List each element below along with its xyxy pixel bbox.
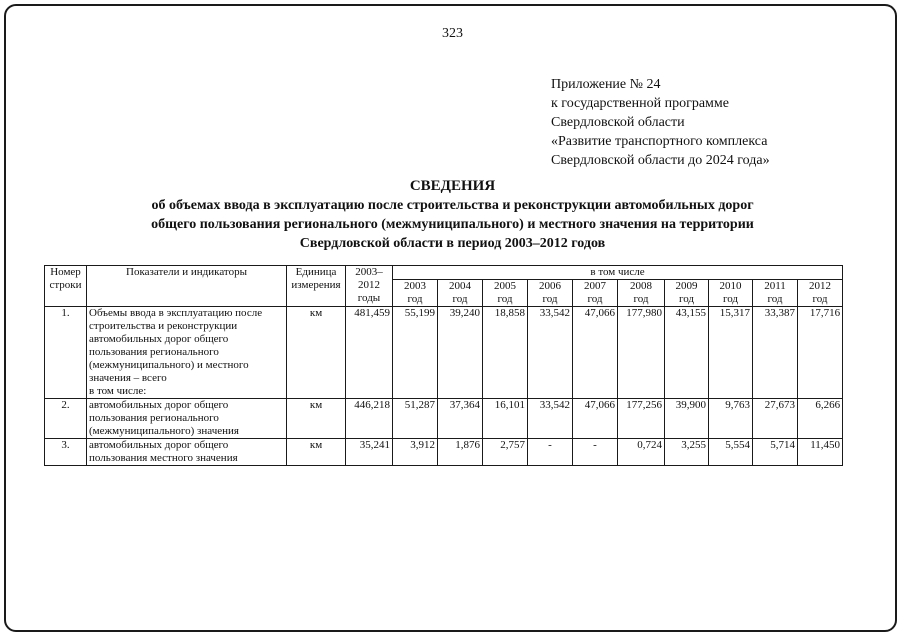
cell-value: 47,066 bbox=[573, 399, 618, 439]
cell-value: 16,101 bbox=[483, 399, 528, 439]
row-number: 2. bbox=[45, 399, 87, 439]
header-year: 2005 год bbox=[483, 280, 528, 307]
cell-value: 5,714 bbox=[753, 439, 798, 466]
header-row-number: Номер строки bbox=[45, 266, 87, 307]
cell-value: 33,387 bbox=[753, 307, 798, 399]
cell-value: - bbox=[573, 439, 618, 466]
cell-value: 51,287 bbox=[393, 399, 438, 439]
header-year: 2006 год bbox=[528, 280, 573, 307]
cell-value: 37,364 bbox=[438, 399, 483, 439]
header-year: 2012 год bbox=[798, 280, 843, 307]
cell-value: 177,980 bbox=[618, 307, 665, 399]
cell-value: 3,255 bbox=[665, 439, 709, 466]
header-year: 2011 год bbox=[753, 280, 798, 307]
header-unit: Единица измерения bbox=[287, 266, 346, 307]
page-number: 323 bbox=[442, 26, 463, 41]
header-year: 2010 год bbox=[709, 280, 753, 307]
cell-value: 1,876 bbox=[438, 439, 483, 466]
row-total: 35,241 bbox=[346, 439, 393, 466]
appendix-line: Приложение № 24 bbox=[551, 77, 661, 92]
data-table bbox=[44, 265, 843, 466]
appendix-line: «Развитие транспортного комплекса bbox=[551, 134, 768, 149]
row-total: 481,459 bbox=[346, 307, 393, 399]
appendix-line: Свердловской области до 2024 года» bbox=[551, 153, 770, 168]
row-unit: км bbox=[287, 307, 346, 399]
row-number: 1. bbox=[45, 307, 87, 399]
table-row bbox=[45, 307, 843, 399]
document-heading bbox=[0, 177, 905, 253]
cell-value: 47,066 bbox=[573, 307, 618, 399]
cell-value: - bbox=[528, 439, 573, 466]
heading-line: об объемах ввода в эксплуатацию после строительства и реконструкции автомобильных дорог bbox=[151, 198, 754, 213]
cell-value: 3,912 bbox=[393, 439, 438, 466]
cell-value: 39,900 bbox=[665, 399, 709, 439]
header-total: 2003– 2012 годы bbox=[346, 266, 393, 307]
row-total: 446,218 bbox=[346, 399, 393, 439]
document-title: СВЕДЕНИЯ bbox=[409, 178, 496, 194]
row-description: Объемы ввода в эксплуатацию после строительства и реконструкции автомобильных дорог общего пользования регионального (межмуниципального) и местного значения – всего в том числе: bbox=[87, 307, 287, 399]
cell-value: 33,542 bbox=[528, 307, 573, 399]
row-description: автомобильных дорог общего пользования местного значения bbox=[87, 439, 287, 466]
header-indicator: Показатели и индикаторы bbox=[87, 266, 287, 307]
header-year: 2008 год bbox=[618, 280, 665, 307]
cell-value: 5,554 bbox=[709, 439, 753, 466]
header-row bbox=[45, 266, 843, 280]
header-year: 2007 год bbox=[573, 280, 618, 307]
cell-value: 177,256 bbox=[618, 399, 665, 439]
cell-value: 17,716 bbox=[798, 307, 843, 399]
row-number: 3. bbox=[45, 439, 87, 466]
cell-value: 6,266 bbox=[798, 399, 843, 439]
cell-value: 11,450 bbox=[798, 439, 843, 466]
appendix-block bbox=[551, 75, 891, 170]
cell-value: 43,155 bbox=[665, 307, 709, 399]
heading-line: Свердловской области в период 2003–2012 годов bbox=[299, 236, 606, 251]
header-including: в том числе bbox=[393, 266, 843, 280]
cell-value: 55,199 bbox=[393, 307, 438, 399]
appendix-line: к государственной программе bbox=[551, 96, 729, 111]
table-row bbox=[45, 439, 843, 466]
heading-line: общего пользования регионального (межмуниципального) и местного значения на территории bbox=[151, 217, 754, 232]
cell-value: 0,724 bbox=[618, 439, 665, 466]
table-row bbox=[45, 399, 843, 439]
row-description: автомобильных дорог общего пользования регионального (межмуниципального) значения bbox=[87, 399, 287, 439]
appendix-line: Свердловской области bbox=[551, 115, 685, 130]
cell-value: 15,317 bbox=[709, 307, 753, 399]
cell-value: 9,763 bbox=[709, 399, 753, 439]
row-unit: км bbox=[287, 399, 346, 439]
header-year: 2009 год bbox=[665, 280, 709, 307]
header-year: 2003 год bbox=[393, 280, 438, 307]
cell-value: 33,542 bbox=[528, 399, 573, 439]
header-year: 2004 год bbox=[438, 280, 483, 307]
row-unit: км bbox=[287, 439, 346, 466]
cell-value: 27,673 bbox=[753, 399, 798, 439]
cell-value: 39,240 bbox=[438, 307, 483, 399]
cell-value: 18,858 bbox=[483, 307, 528, 399]
cell-value: 2,757 bbox=[483, 439, 528, 466]
